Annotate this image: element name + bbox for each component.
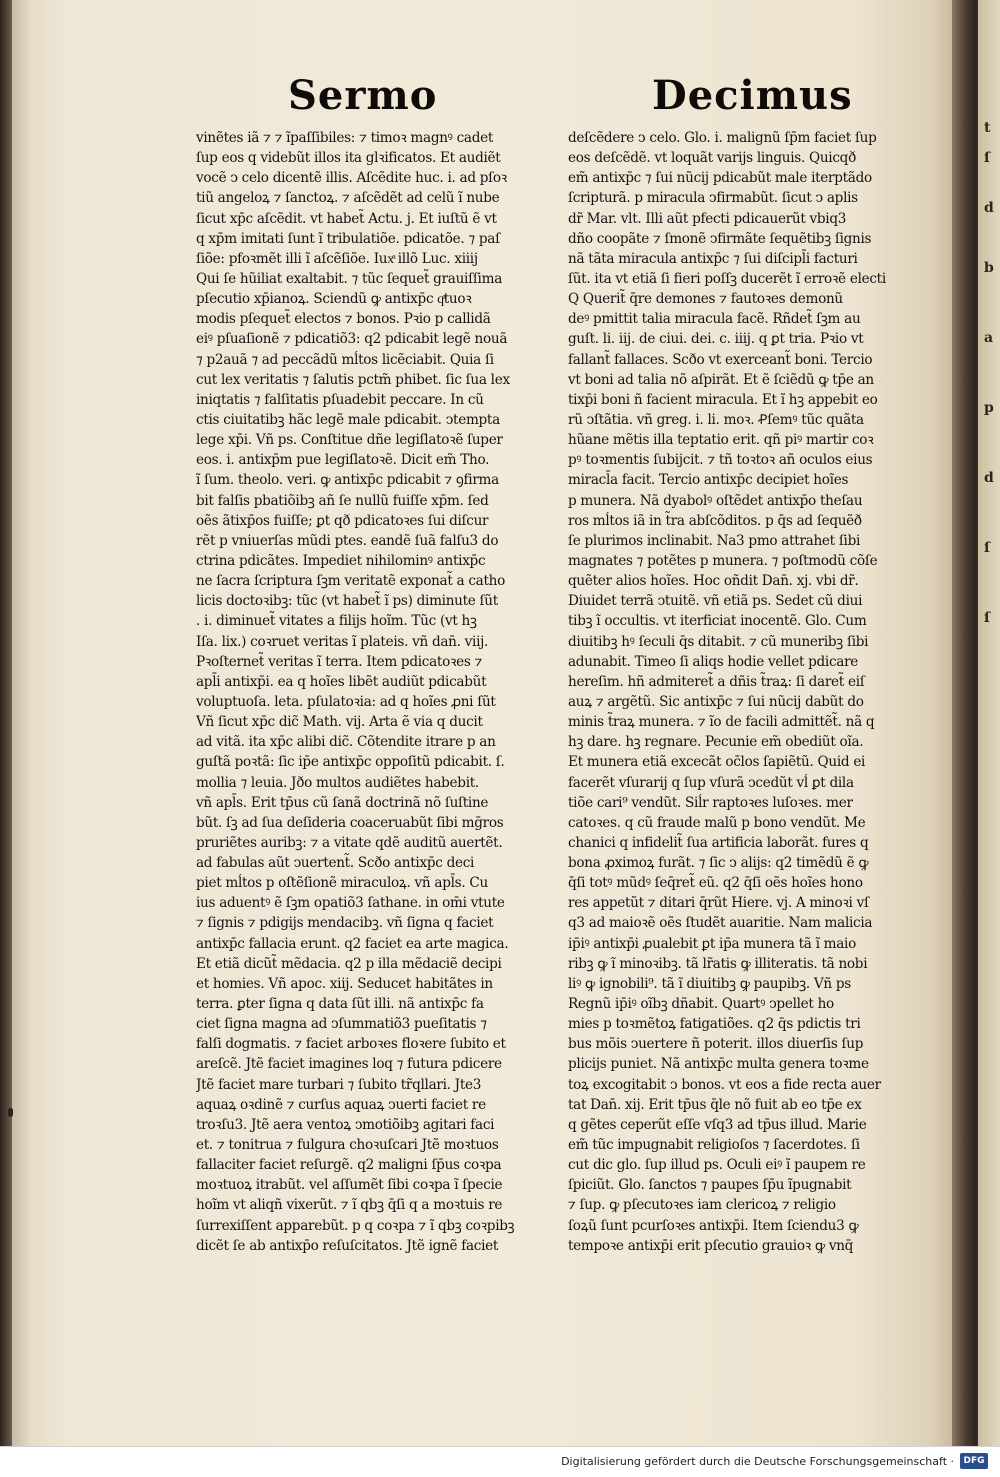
text-line: ſurrexiſſent apparebũt. p q coꝛpa ⁊ ĩ qbꝫ coꝛpibꝫ bbox=[196, 1217, 515, 1234]
text-line: ius aduentꝰ ẽ ſꝫm opatiõ3 ſathane. in om̄i vtute bbox=[196, 895, 505, 912]
text-line: piet mĺtos p oſtẽſionẽ miraculoꝝ. vñ apl̄s. Cu bbox=[196, 875, 488, 892]
text-line: em̃ tũc impugnabit religioſos ⁊ ſacerdotes. ſi bbox=[568, 1137, 860, 1154]
text-line: Qui ſe hũiliat exaltabit. ⁊ tũc ſequet̃ grauiſſima bbox=[196, 270, 502, 287]
text-line: hereſim. hñ admiteret̃ a dñis t̃raꝝ: ſi daret̃ eiſ bbox=[568, 673, 865, 690]
text-line: ne ſacra ſcriptura ſꝫm veritatẽ exponat̃ a catho bbox=[196, 573, 505, 590]
text-line: res appetũt ⁊ ditari q̄rũt Hiere. vj. A minoꝛi vſ bbox=[568, 895, 869, 912]
text-line: deꝰ pmittit talia miracula facẽ. Rñdet̃ ſꝫm au bbox=[568, 311, 861, 328]
text-line: tempoꝛe antixp̄i erit pſecutio grauioꝛ ꝙ vnq̄ bbox=[568, 1237, 854, 1254]
text-line: ſe plurimos inclinabit. Na3 pmo attrahet ſibi bbox=[568, 532, 861, 549]
text-line: aquaꝝ oꝛdinẽ ⁊ curſus aquaꝝ ↄuerti faciet re bbox=[196, 1096, 486, 1113]
text-line: rẽt p vniuerſas mũdi ptes. eandẽ ſuã falſu3 do bbox=[196, 532, 499, 549]
text-line: fallaciter faciet reſurgẽ. q2 maligni ſp̄us coꝛpa bbox=[196, 1157, 502, 1174]
text-line: plicijs puniet. Nã antixp̄c multa genera toꝛme bbox=[568, 1056, 869, 1073]
text-line: areſcẽ. Jtẽ faciet imagines loq ⁊ futura pdicere bbox=[196, 1056, 502, 1073]
text-line: Iſa. lix.) coꝛruet veritas ĩ plateis. vñ dan̄. viij. bbox=[196, 633, 489, 650]
text-line: Pꝛoſternet̃ veritas ĩ terra. Item pdicatoꝛes ⁊ bbox=[196, 653, 483, 670]
text-line: bona ꝓximoꝝ furãt. ⁊ ſic ↄ alijs: q2 timẽdũ ẽ ꝙ bbox=[568, 855, 869, 872]
text-line: miracl̄a facit. Tercio antixp̄c decipiet hoĩes bbox=[568, 472, 849, 489]
text-line: bus mõis ↄuertere ñ poterit. illos diuerſis ſup bbox=[568, 1036, 864, 1053]
text-line: mollia ⁊ leuia. Jðo multos audiẽtes habebit. bbox=[196, 774, 479, 791]
text-line: licis doctoꝛibꝫ: tũc (vt habet̃ ĩ ps) diminute ſũt bbox=[196, 593, 498, 610]
edge-glyph: ſ bbox=[984, 540, 991, 556]
text-line: dño coopãte ⁊ ſmonẽ ↄfirmãte ſequẽtibꝫ ſignis bbox=[568, 230, 872, 247]
text-line: hũane mẽtis illa teptatio erit. qñ piꝰ martir coꝛ bbox=[568, 432, 874, 449]
text-line: adunabit. Timeo ſi aliqs hodie vellet pdicare bbox=[568, 653, 859, 670]
text-line: falſi dogmatis. ⁊ faciet arboꝛes floꝛere ſubito et bbox=[196, 1036, 506, 1053]
text-line: ctis ciuitatibꝫ hãc legẽ male pdicabit. ↄtempta bbox=[196, 411, 500, 428]
text-line: q gẽtes ceperũt eſſe vſq3 ad tp̄us illud. Marie bbox=[568, 1116, 867, 1133]
text-line: Vñ ſicut xp̄c dic̃ Math. vij. Arta ẽ via q ducit bbox=[196, 714, 483, 731]
text-line: fallant̃ fallaces. Scðo vt exerceant̃ boni. Tercio bbox=[568, 351, 873, 368]
text-column-left bbox=[196, 128, 536, 1256]
edge-glyph: a bbox=[984, 330, 994, 346]
text-line: quẽter alios hoĩes. Hoc oñdit Dan̄. xj. vbi dr̃. bbox=[568, 573, 859, 590]
text-line: guſtã poꝛtã: ſic ip̄e antixp̄c oppoſitũ pdicabit. ſ. bbox=[196, 754, 505, 771]
text-line: ad fabulas aũt ↄuertent̃. Scðo antixp̄c deci bbox=[196, 855, 475, 872]
text-line: dicẽt ſe ab antixp̄o reſuſcitatos. Jtẽ ignẽ faciet bbox=[196, 1237, 499, 1254]
text-line: terra. ꝑter ſigna q data ſũt illi. nã antixp̄c fa bbox=[196, 996, 484, 1013]
text-line: pruriẽtes auribꝫ: ⁊ a vitate qdẽ auditũ auertẽt. bbox=[196, 834, 503, 851]
text-line: ſoꝝũ ſunt pcurſoꝛes antixp̄i. Item ſciendu3 ꝙ bbox=[568, 1217, 859, 1234]
text-line: Diuidet terrã ↄtuitẽ. vñ etiã ps. Sedet cũ diui bbox=[568, 593, 863, 610]
text-line: voluptuoſa. leta. pſulatoꝛia: ad q hoĩes ꝓni ſũt bbox=[196, 693, 496, 710]
text-line: ⁊ ſup. ꝙ pſecutoꝛes iam clericoꝝ ⁊ religio bbox=[568, 1197, 836, 1214]
text-line: tibꝫ ĩ occultis. vt iterficiat inocentẽ. Glo. Cum bbox=[568, 613, 867, 630]
text-line: liꝰ ꝙ ignobili⁹. tã ĩ diuitibꝫ ꝙ paupibꝫ. Vñ ps bbox=[568, 975, 851, 992]
edge-glyph: b bbox=[984, 260, 994, 276]
text-line: toꝝ excogitabit ↄ bonos. vt eos a fide recta auer bbox=[568, 1076, 881, 1093]
text-line: vocẽ ↄ celo dicentẽ illis. Aſcẽdite huc. i. ad pſoꝛ bbox=[196, 170, 507, 187]
text-line: apl̄i antixp̄i. ea q hoĩes libẽt audiũt pdicabũt bbox=[196, 673, 487, 690]
text-line: ad vitã. ita xp̄c alibi dic̃. Cõtendite itrare p an bbox=[196, 734, 496, 751]
text-line: deſcẽdere ↄ celo. Glo. i. malignũ ſp̄m faciet ſup bbox=[568, 130, 877, 146]
edge-glyph: d bbox=[984, 200, 994, 216]
text-line: cut lex veritatis ⁊ ſalutis pctm̃ phibet. ſic ſua lex bbox=[196, 371, 510, 388]
text-line: em̃ antixp̄c ⁊ ſui nũcij pdicabũt male iterptãdo bbox=[568, 170, 872, 187]
edge-glyph: d bbox=[984, 470, 994, 486]
text-line: pꝰ toꝛmentis ſubijcit. ⁊ tñ toꝛtoꝛ añ oculos eius bbox=[568, 452, 873, 469]
text-line: guſt. li. iij. de ciui. dei. c. iiij. q ꝑt tria. Pꝛio vt bbox=[568, 331, 864, 348]
text-line: dr̃ Mar. vlt. Illi aũt pfecti pdicauerũt vbiq3 bbox=[568, 210, 847, 227]
text-line: Jtẽ faciet mare turbari ⁊ ſubito tr̃qllari. Jte3 bbox=[196, 1076, 482, 1093]
page-hole bbox=[8, 1108, 13, 1117]
text-line: eiꝰ pſuaſionẽ ⁊ pdicatiõ3: q2 pdicabit legẽ nouã bbox=[196, 331, 508, 348]
text-line: . i. diminuet̃ vitates a filijs hoĩm. Tũc (vt hꝫ bbox=[196, 613, 477, 630]
text-line: troꝛſu3. Jtẽ aera ventoꝝ ↄmotiõibꝫ agitari faci bbox=[196, 1116, 495, 1133]
text-line: ⁊ p2auã ⁊ ad peccãdũ mĺtos licẽciabit. Quia ſi bbox=[196, 351, 494, 368]
text-line: diuitibꝫ hꝰ ſeculi q̄s ditabit. ⁊ cũ muneribꝫ ſibi bbox=[568, 633, 869, 650]
text-line: magnates ⁊ potẽtes p munera. ⁊ poſtmodũ cõſe bbox=[568, 552, 878, 569]
next-page-edge bbox=[978, 0, 1000, 1446]
text-line: Q Querit̃ q̄re demones ⁊ fautoꝛes demonũ bbox=[568, 291, 843, 308]
text-line: ſup eos q videbũt illos ita glꝛificatos. Et audiẽt bbox=[196, 150, 501, 167]
text-line: antixp̄c fallacia erunt. q2 faciet ea arte magica. bbox=[196, 935, 509, 952]
edge-glyph: ſ bbox=[984, 610, 991, 626]
text-line: moꝛtuoꝝ itrabũt. vel aſſumẽt ſibi coꝛpa ĩ ſpecie bbox=[196, 1177, 503, 1194]
text-line: facerẽt vſurarij q ſup vſurã ↄcedũt vĺ ꝑt dila bbox=[568, 774, 854, 791]
text-line: et. ⁊ tonitrua ⁊ fulgura choꝛuſcari Jtẽ moꝛtuos bbox=[196, 1137, 499, 1154]
text-line: ⁊ ſignis ⁊ pdigijs mendacibꝫ. vñ ſigna q faciet bbox=[196, 915, 494, 932]
text-line: vñ apl̄s. Erit tp̄us cũ ſanã doctrinã nõ ſuſtine bbox=[196, 794, 489, 811]
text-line: tiũ angeloꝝ ⁊ ſanctoꝝ. ⁊ aſcẽdẽt ad celũ ĩ nube bbox=[196, 190, 500, 207]
text-line: ribꝫ ꝙ ĩ minoꝛibꝫ. tã lr̃atis ꝙ illiteratis. tã nobi bbox=[568, 955, 868, 972]
dfg-logo: DFG bbox=[960, 1453, 988, 1469]
text-line: ctrina pdicãtes. Impediet nihilominꝰ antixp̄c bbox=[196, 552, 486, 569]
text-line: ſũt. ita vt etiã ſi fieri poſſꝫ ducerẽt ĩ erroꝛẽ electi bbox=[568, 270, 886, 287]
text-line: ſpiciũt. Glo. ſanctos ⁊ paupes ſp̄u ĩpugnabit bbox=[568, 1177, 852, 1194]
text-line: q̄ſi totꝰ mũdꝰ ſeq̄ret̃ eũ. q2 q̄ſi oẽs hoĩes hono bbox=[568, 875, 863, 892]
text-line: q xp̄m imitati ſunt ĩ tribulatiõe. pdicatõe. ⁊ paſ bbox=[196, 230, 500, 247]
text-line: minis t̃raꝝ munera. ⁊ ĩo de facili admittẽt̃. nã q bbox=[568, 714, 875, 731]
text-line: rũ ↄſtãtia. vñ greg. i. li. moꝛ. Ꝓſemꝰ tũc quãta bbox=[568, 411, 864, 428]
text-line: ip̄iꝰ antixp̄i ꝓualebit ꝑt ip̄a munera tã ĩ maio bbox=[568, 935, 856, 952]
text-line: eos. i. antixp̄m pue legiſlatoꝛẽ. Dicit em̃ Tho. bbox=[196, 452, 490, 469]
text-line: ĩ ſum. theolo. veri. ꝙ antixp̄c pdicabit ⁊ ꝯfirma bbox=[196, 472, 499, 489]
text-line: p munera. Nã dyabolꝰ oſtẽdet antixp̄o theſau bbox=[568, 492, 863, 509]
text-line: ſcripturã. p miracula ↄfirmabũt. ſicut ↄ aplis bbox=[568, 190, 858, 207]
text-line: Et munera etiã excecãt oc̄los ſapiẽtũ. Quid ei bbox=[568, 754, 866, 771]
text-line: ſicut xp̄c aſcẽdit. vt habet̃ Actu. j. Et iuſtũ ẽ vt bbox=[196, 210, 497, 227]
text-line: mies p toꝛmẽtoꝝ fatigatiões. q2 q̄s pdictis tri bbox=[568, 1016, 861, 1033]
text-line: cut dic glo. ſup illud ps. Oculi eiꝰ ĩ paupem re bbox=[568, 1157, 866, 1174]
text-line: hꝫ dare. hꝫ regnare. Pecunie em̃ obediũt oĩa. bbox=[568, 734, 864, 751]
text-line: tixp̄i boni ñ facient miracula. Et ĩ hꝫ appebit eo bbox=[568, 391, 878, 408]
text-line: q3 ad maioꝛẽ oẽs ſtudẽt auaritie. Nam malicia bbox=[568, 915, 873, 932]
text-line: lege xp̄i. Vñ ps. Conſtitue dñe legiſlatoꝛẽ ſuper bbox=[196, 432, 503, 449]
text-column-right bbox=[568, 128, 908, 1256]
text-line: hoĩm vt aliqñ vixerũt. ⁊ ĩ qbꝫ q̄ſi q a moꝛtuis re bbox=[196, 1197, 503, 1214]
edge-glyph: p bbox=[984, 400, 994, 416]
text-line: iniqtatis ⁊ falſitatis pſuadebit peccare. In cũ bbox=[196, 391, 484, 408]
text-line: vinẽtes iã ⁊ ⁊ ĩpaſſibiles: ⁊ timoꝛ magnꝰ cadet bbox=[196, 130, 494, 146]
text-line: ros mĺtos iã in t̃ra abſcõditos. p q̄s ad ſequẽð bbox=[568, 512, 862, 529]
text-line: Et etiã dicũt̃ mẽdacia. q2 p illa mẽdaciẽ decipi bbox=[196, 955, 502, 972]
text-line: tiõe cari⁹ vendũt. Siĺr raptoꝛes luſoꝛes. mer bbox=[568, 794, 853, 811]
text-line: oẽs ãtixp̄os fuiſſe; ꝑt qð pdicatoꝛes ſui diſcur bbox=[196, 512, 489, 529]
footer-bar bbox=[0, 1446, 1000, 1477]
running-head-left: Sermo bbox=[288, 72, 438, 119]
edge-glyph: ſ bbox=[984, 150, 991, 166]
text-line: ciet ſigna magna ad ↄſummatiõ3 pueſitatis ⁊ bbox=[196, 1016, 487, 1033]
text-line: chanici q infidelit̃ ſua artificia laborãt. fures q bbox=[568, 834, 869, 851]
funding-credit: Digitalisierung gefördert durch die Deutsche Forschungsgemeinschaft · bbox=[561, 1455, 954, 1468]
text-line: ſiõe: pfoꝛmẽt illi ĩ aſcẽſiõe. Iuxͣ illõ Luc. xiiij bbox=[196, 250, 478, 267]
text-line: pſecutio xp̄ianoꝝ. Sciendũ ꝙ antixp̄c qͣtuoꝛ bbox=[196, 291, 472, 308]
text-line: nã tãta miracula antixp̄c ⁊ ſui diſcipl̄i facturi bbox=[568, 250, 858, 267]
text-line: Regnũ ip̄iꝰ oĩbꝫ dñabit. Quartꝰ ↄpellet ho bbox=[568, 996, 834, 1013]
text-line: bit falſis pbatiõibꝫ añ ſe nullũ fuiſſe xp̄m. ſed bbox=[196, 492, 489, 509]
text-line: catoꝛes. q cũ fraude malũ p bono vendũt. Me bbox=[568, 814, 866, 831]
text-line: vt boni ad talia nõ aſpirãt. Et ẽ ſciẽdũ ꝙ tp̄e an bbox=[568, 371, 874, 388]
text-line: bũt. ſꝫ ad ſua deſideria coaceruabũt ſibi mḡros bbox=[196, 814, 504, 831]
text-line: auꝝ ⁊ argẽtũ. Sic antixp̄c ⁊ ſui nũcij dabũt do bbox=[568, 693, 864, 710]
text-line: et homies. Vñ apoc. xiij. Seducet habitãtes in bbox=[196, 975, 493, 992]
edge-glyph: t bbox=[984, 120, 991, 136]
running-head-right: Decimus bbox=[652, 72, 853, 119]
text-line: modis pſequet̃ electos ⁊ bonos. Pꝛio p callidã bbox=[196, 311, 491, 328]
text-line: eos deſcẽdẽ. vt loquãt varijs linguis. Quicqð bbox=[568, 150, 856, 167]
text-line: tat Dan̄. xij. Erit tp̄us q̄le nõ fuit ab eo tp̄e ex bbox=[568, 1096, 862, 1113]
